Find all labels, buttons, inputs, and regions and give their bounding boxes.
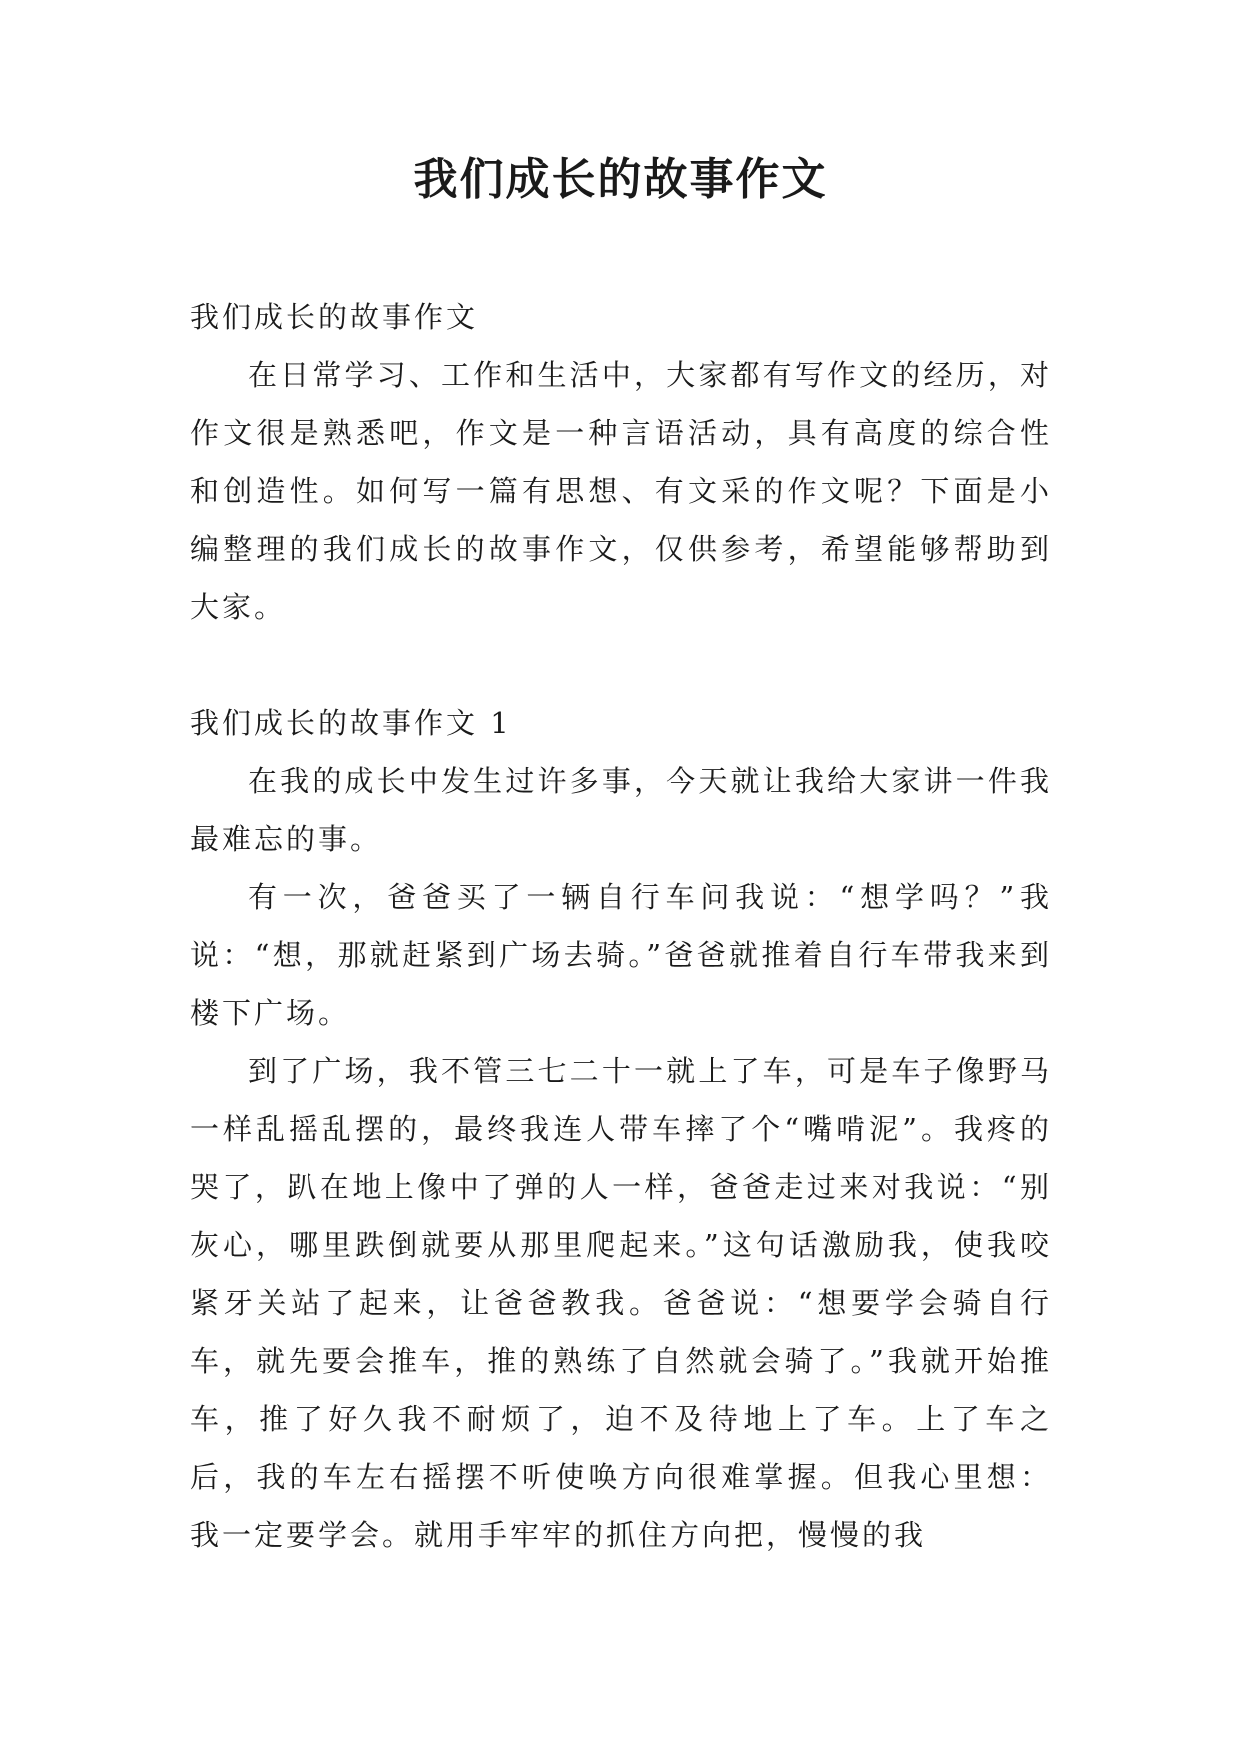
document-body	[190, 288, 1052, 1564]
paragraph-2: 有一次，爸爸买了一辆自行车问我说：“想学吗？”我说：“想，那就赶紧到广场去骑。”爸爸就推着自行车带我来到楼下广场。	[190, 880, 1052, 1030]
paragraph-3: 到了广场，我不管三七二十一就上了车，可是车子像野马一样乱摇乱摆的，最终我连人带车摔了个“嘴啃泥”。我疼的哭了，趴在地上像中了弹的人一样，爸爸走过来对我说：“别灰心，哪里跌倒就要从那里爬起来。”这句话激励我，使我咬紧牙关站了起来，让爸爸教我。爸爸说：“想要学会骑自行车，就先要会推车，推的熟练了自然就会骑了。”我就开始推车，推了好久我不耐烦了，迫不及待地上了车。上了车之后，我的车左右摇摆不听使唤方向很难掌握。但我心里想：我一定要学会。就用手牢牢的抓住方向把，慢慢的我	[190, 1054, 1052, 1552]
subtitle: 我们成长的故事作文	[190, 300, 479, 334]
section-spacer	[190, 636, 1052, 694]
intro-paragraph: 在日常学习、工作和生活中，大家都有写作文的经历，对作文很是熟悉吧，作文是一种言语活动，具有高度的综合性和创造性。如何写一篇有思想、有文采的作文呢？下面是小编整理的我们成长的故事作文，仅供参考，希望能够帮助到大家。	[190, 358, 1052, 624]
section-heading: 我们成长的故事作文 1	[190, 706, 512, 740]
page-title: 我们成长的故事作文	[413, 154, 828, 205]
paragraph-1: 在我的成长中发生过许多事，今天就让我给大家讲一件我最难忘的事。	[190, 764, 1052, 856]
